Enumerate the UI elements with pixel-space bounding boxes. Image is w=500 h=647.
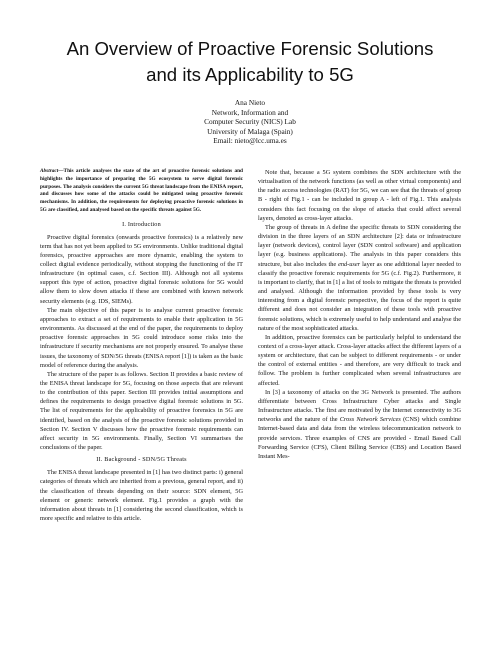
bg-p3-part-1: The group of threats in A define the specific threats to SDN considering the division in the three layers of an SDN architecture [2]: data or infrastructure layer (network devices), control layer (SDN control software) and application layer (e.g. business applications). The analysis in this paper considers this structure, but also includes the bbox=[258, 223, 461, 268]
section-heading-background: II. Background - SDN/5G Threats bbox=[96, 456, 187, 464]
abstract bbox=[40, 168, 243, 215]
author-block bbox=[100, 98, 400, 146]
bg-p5-part-2: (CNS) which combine Internet-based data and data from the wireless telecommunication network to provide services. Three examples of CNS are provided - Email Based Call Forwarding Service (CFS), Client Billing Service (CBS) and Location Based Instant Mes- bbox=[258, 416, 461, 460]
title-line-1: An Overview of Proactive Forensic Solutions bbox=[66, 38, 434, 59]
bg-p3-part-2: layer as one additional layer needed to classify the proactive forensic requirements for 5G (c.f. Fig.2). Furthermore, it is important to clarify, that in [1] a list of tools to mitigate the threats is provided and analysed. Although the information provided by these tools is very interesting from a digital forensic perspective, the focus of the report is quite different and does not consider an integration of these tools with proactive forensic solutions, which is extremely useful to help understand and analyse the nature of the most sophisticated attacks. bbox=[258, 260, 462, 332]
author-name: Ana Nieto bbox=[234, 98, 266, 107]
bg-p5-part-1: In [3] a taxonomy of attacks on the 3G Network is presented. The authors differentiate between Cross Infrastructure Cyber attacks and Single Infrastructure attacks. The first are motivated by the Internet connectivity to 3G networks and the nature of the bbox=[258, 388, 461, 424]
background-paragraph-3 bbox=[258, 223, 461, 333]
background-paragraph-4: In addition, proactive forensics can be particularly helpful to understand the context of a cross-layer attack. Cross-layer attacks affect the different layers of a system or architecture, that can be subject to different requirements - or under the control of external entities - and therefore, are very difficult to track and follow. The problem is further complicated when several infrastructures are affected. bbox=[258, 333, 461, 387]
background-paragraph-2: Note that, because a 5G system combines the SDN architecture with the virtualisation of the network functions (as well as other virtual components) and the radio access technologies (RAT) for 5G, we can see that the threats of group B - right of Fig.1 - can be included in group A - left of Fig.1. This analysis considers this fact focusing on the slope of attacks that could affect several layers, denoted as cross-layer attacks. bbox=[258, 169, 461, 222]
section-heading-introduction: I. Introduction bbox=[122, 220, 161, 228]
author-email: Email: nieto@lcc.uma.es bbox=[213, 136, 287, 146]
abstract-text: —This article analyses the state of the art of proactive forensic solutions and highlights the importance of preparing the 5G ecosystem to serve digital forensic purposes. The analysis considers the current 5G threat landscape from the ENISA report, and discusses how some of the attacks could be mitigated using proactive forensic mechanisms. In addition, the requirements for deploying proactive forensic solutions in 5G are classified, and analysed based on the specific threats against 5G. bbox=[40, 168, 243, 213]
paper-title bbox=[20, 36, 480, 88]
abstract-label: Abstract bbox=[40, 168, 59, 174]
intro-paragraph-3: The structure of the paper is as follows. Section II provides a basic review of the ENISA threat landscape for 5G, focusing on those aspects that are relevant to the contribution of this paper. Section III provides initial assumptions and defines the requirements to design proactive digital forensic solutions in 5G. The list of requirements for the applicability of proactive forensics in 5G are identified, based on the analysis of the proactive forensic solutions provided in Section IV. Section V discusses how the proactive forensic requirements can affect security in 5G environments. Finally, Section VI summarises the conclusions of the paper. bbox=[40, 370, 243, 452]
intro-paragraph-1: Proactive digital forensics (onwards proactive forensics) is a relatively new term that has not yet been applied to 5G environments. Unlike traditional digital forensics, proactive approaches are more dynamic, enabling the system to collect digital evidence periodically, without stopping the functioning of the IT infrastructure (in optimal cases, c.f. Section III). Although not all systems support this type of action, proactive digital forensic solutions for 5G would allow them to slow down attacks if these are combined with known network security elements (e.g. IDS, SIEMs). bbox=[40, 233, 243, 305]
bg-p3-emphasis: end-user bbox=[338, 260, 361, 268]
affiliation-line-2: Computer Security (NICS) Lab bbox=[204, 117, 296, 127]
right-column bbox=[258, 168, 461, 461]
background-paragraph-1: The ENISA threat landscape presented in [1] has two distinct parts: i) general categories of threats which are inherited from a previous, general report, and ii) the classification of threats depending on their source: SDN element, 5G element or generic network element. Fig.1 provides a graph with the information about threats in [1] considering the second classification, which is more specific and relative to this article. bbox=[40, 469, 243, 523]
background-paragraph-5 bbox=[258, 388, 461, 461]
bg-p5-emphasis: Cross Network Services bbox=[339, 416, 401, 424]
intro-paragraph-2: The main objective of this paper is to analyse current proactive forensic approaches to extract a set of requirements to enable their application in 5G environments. As discussed at the end of the paper, the requirements to deploy proactive forensic approaches in 5G could introduce some risks into the infrastructure if security mechanisms are not properly ensured. To analyse these issues, the taxonomy of SDN/5G threats (ENISA report [1]) is taken as the basic model of reference during the analysis. bbox=[40, 306, 243, 369]
affiliation-line-3: University of Malaga (Spain) bbox=[207, 126, 293, 136]
title-line-2: and its Applicability to 5G bbox=[146, 64, 354, 85]
left-column bbox=[40, 168, 243, 523]
affiliation-line-1: Network, Information and bbox=[211, 107, 289, 117]
